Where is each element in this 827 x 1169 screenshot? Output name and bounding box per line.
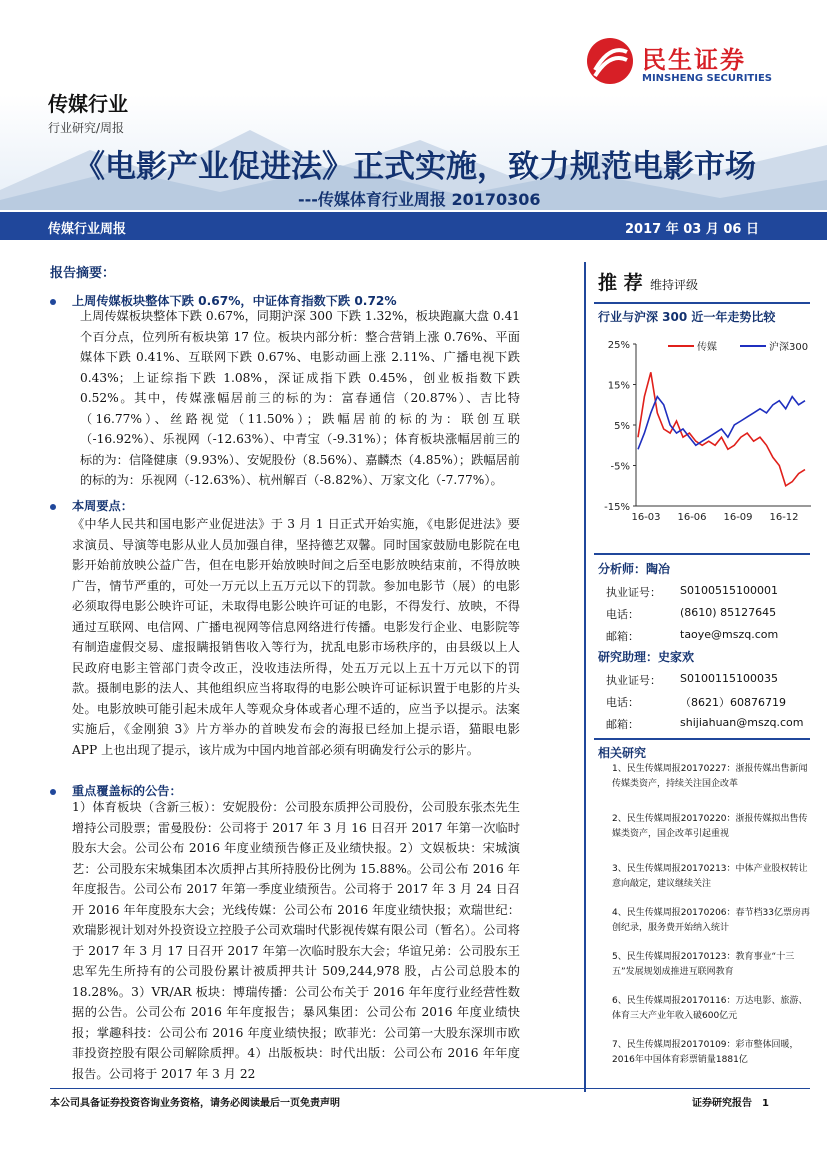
- rating-note: 维持评级: [650, 278, 699, 292]
- bullet-icon: [50, 299, 56, 305]
- bullet-title: 重点覆盖标的公告：: [72, 784, 182, 798]
- paragraph-highlights: 《中华人民共和国电影产业促进法》于 3 月 1 日正式开始实施，《电影促进法》要求演员、导演等电影从业人员加强自律，坚持德艺双馨。同时国家鼓励电影院在电影开始前放映公益广告，但在电影开始放映时间之后至电影放映结束前，不得放映广告，情节严重的，可处一万元以上五万元以下的罚款。参加电影节（展）的电影必须取得电影公映许可证，未取得电影公映许可证的电影，不得发行、放映，不得通过互联网、电信网、广播电视网等信息网络进行传播。电影发行企业、电影院等有制造虚假交易、虚报瞒报销售收入等行为，扰乱电影市场秩序的，由县级以上人民政府电影主管部门责令改正，没收违法所得，处五万元以上五十万元以下的罚款。摄制电影的法人、其他组织应当将取得的电影公映许可证标识置于电影的片头处。电影放映可能引起未成年人等观众身体或者心理不适的，应当予以提示。法案实施后，《金刚狼 3》片方举办的首映发布会的海报已经加上提示语，猫眼电影 APP 上也出现了提示，该片成为中国内地首部必须有明确发行公示的影片。: [72, 517, 520, 757]
- x-tick-label: 16-09: [723, 512, 753, 523]
- assistant-phone-label: 电话：: [606, 696, 639, 709]
- y-tick-label: 25%: [607, 340, 630, 351]
- y-tick-label: -15%: [604, 502, 630, 513]
- analyst-email-label: 邮箱：: [606, 630, 639, 643]
- related-heading: 相关研究: [598, 746, 647, 760]
- y-tick-label: 5%: [614, 421, 630, 432]
- assistant-cert: S0100115100035: [680, 672, 778, 685]
- column-divider: [584, 262, 586, 1092]
- y-tick-label: 15%: [607, 380, 630, 392]
- analyst-heading: 分析师：陶冶: [598, 562, 671, 576]
- paragraph-announcements: 1）体育板块（含新三板）：安妮股份：公司股东质押公司股份，公司股东张杰先生增持公司股票；雷曼股份：公司将于 2017 年 3 月 16 日召开 2017 年第一次临时股东大会。公司公布 2016 年度业绩预告修正及业绩快报。2）文娱板块：宋城演艺：公司股东宋城集团本次质押占其所持股份比例为 15.88%。公司公布 2016 年年度报告。公司公布 2017 年第一季度业绩预告。公司将于 2017 年 3 月 24 日召开 2016 年年度股东大会；光线传媒：公司公布 2016 年度业绩快报；欢瑞世纪：欢瑞影视计划对外投资设立控股子公司欢瑞时代影视传媒有限公司（暂名）。公司将于 2017 年 3 月 17 日召开 2017 年第一次临时股东大会；华谊兄弟：公司股东王忠军先生所持有的公司股份累计被质押共计 509,244,978 股，占公司总股本的 18.28%。3）VR/AR 板块：博瑞传播：公司公布关于 2016 年年度行业经营性数据的公告。公司公布 2016 年年度报告；暴风集团：公司公布 2016 年度业绩快报；掌趣科技：公司公布 2016 年度业绩快报；欧菲光：公司第一大股东深圳市欧菲投资控股有限公司解除质押。4）出版板块：时代出版：公司公布 2016 年年度报告。公司将于 2017 年 3 月 22: [72, 800, 520, 1081]
- related-item[interactable]: 6、民生传媒周报20170116：万达电影、旅游、体育三大产业年收入破600亿元: [612, 996, 808, 1021]
- report-series: 传媒行业周报: [48, 222, 127, 237]
- analyst-email[interactable]: taoye@mszq.com: [680, 628, 779, 641]
- report-title: 《电影产业促进法》正式实施，致力规范电影市场: [74, 149, 756, 185]
- assistant-email[interactable]: shijiahuan@mszq.com: [680, 716, 804, 729]
- summary-heading: 报告摘要：: [50, 266, 116, 281]
- related-item[interactable]: 7、民生传媒周报20170109：彩市整体回暖，2016年中国体育彩票销量1881亿: [612, 1040, 799, 1065]
- analyst-phone-label: 电话：: [606, 608, 639, 621]
- assistant-email-label: 邮箱：: [606, 718, 639, 731]
- assistant-heading: 研究助理：史家欢: [598, 650, 695, 664]
- divider: [594, 738, 810, 740]
- y-tick-label: -5%: [610, 461, 630, 473]
- x-tick-label: 16-06: [677, 512, 707, 523]
- legend-label: 沪深300: [769, 342, 809, 353]
- assistant-phone: （8621）60876719: [680, 696, 786, 709]
- brand-name-en: MINSHENG SECURITIES: [642, 73, 772, 84]
- footer-disclaimer: 本公司具备证券投资咨询业务资格，请务必阅读最后一页免责声明: [50, 1098, 340, 1109]
- legend-label: 传媒: [697, 342, 717, 353]
- report-type: 行业研究/周报: [48, 121, 125, 135]
- industry-label: 传媒行业: [48, 92, 128, 116]
- trend-chart: [596, 330, 816, 530]
- chart-heading: 行业与沪深 300 近一年走势比较: [598, 310, 776, 324]
- brand-logo-icon: [587, 38, 633, 84]
- analyst-cert: S0100515100001: [680, 584, 778, 597]
- bullet-title: 上周传媒板块整体下跌 0.67%，中证体育指数下跌 0.72%: [72, 294, 397, 308]
- x-tick-label: 16-12: [769, 512, 799, 523]
- paragraph-performance: 上周传媒板块整体下跌 0.67%，同期沪深 300 下跌 1.32%，板块跑赢大盘 0.41 个百分点，位列所有板块第 17 位。板块内部分析：整合营销上涨 0.76%、平面媒体下跌 0.41%、互联网下跌 0.67%、电影动画上涨 2.11%、广播电视下跌 0.43%；上证综指下跌 1.08%，深证成指下跌 0.45%，创业板指数下跌 0.52%。其中，传媒涨幅居前三的标的为：富春通信（20.87%）、吉比特（16.77%）、丝路视觉（11.50%）；跌幅居前的标的为：联创互联（-16.92%）、乐视网（-12.63%）、中青宝（-9.31%）；体育板块涨幅居前三的标的为：信隆健康（9.93%）、安妮股份（8.56%）、嘉麟杰（4.85%）；跌幅居前的标的为：乐视网（-12.63%）、杭州解百（-8.82%）、万家文化（-7.77%）。: [80, 309, 520, 487]
- bullet-highlights: [50, 497, 520, 514]
- related-item[interactable]: 1、民生传媒周报20170227：浙报传媒出售新闻传媒类资产，持续关注国企改革: [612, 764, 808, 789]
- analyst-cert-label: 执业证号：: [606, 586, 661, 599]
- bullet-icon: [50, 504, 56, 510]
- divider: [594, 553, 810, 555]
- related-item[interactable]: 4、民生传媒周报20170206：春节档33亿票房再创纪录，服务费开始纳入统计: [612, 908, 810, 933]
- related-item[interactable]: 2、民生传媒周报20170220：浙报传媒拟出售传媒类资产，国企改革引起重视: [612, 814, 808, 839]
- x-tick-label: 16-03: [631, 512, 661, 523]
- bullet-icon: [50, 789, 56, 795]
- analyst-phone: (8610) 85127645: [680, 606, 777, 619]
- report-date: 2017 年 03 月 06 日: [625, 222, 759, 237]
- report-subtitle: ---传媒体育行业周报 20170306: [298, 190, 541, 209]
- brand-name: 民生证券: [642, 46, 746, 74]
- related-item[interactable]: 5、民生传媒周报20170123：教育事业“十三五”发展规划成推进互联网教育: [612, 952, 795, 977]
- rating: 推 荐: [598, 272, 643, 294]
- footer-page: 证券研究报告 1: [692, 1098, 769, 1109]
- bullet-title: 本周要点：: [72, 499, 133, 513]
- related-item[interactable]: 3、民生传媒周报20170213：中体产业股权转让意向敲定，建议继续关注: [612, 864, 808, 889]
- footer-divider: [50, 1088, 810, 1089]
- divider: [594, 302, 810, 304]
- assistant-cert-label: 执业证号：: [606, 674, 661, 687]
- series-line-1: [638, 397, 805, 450]
